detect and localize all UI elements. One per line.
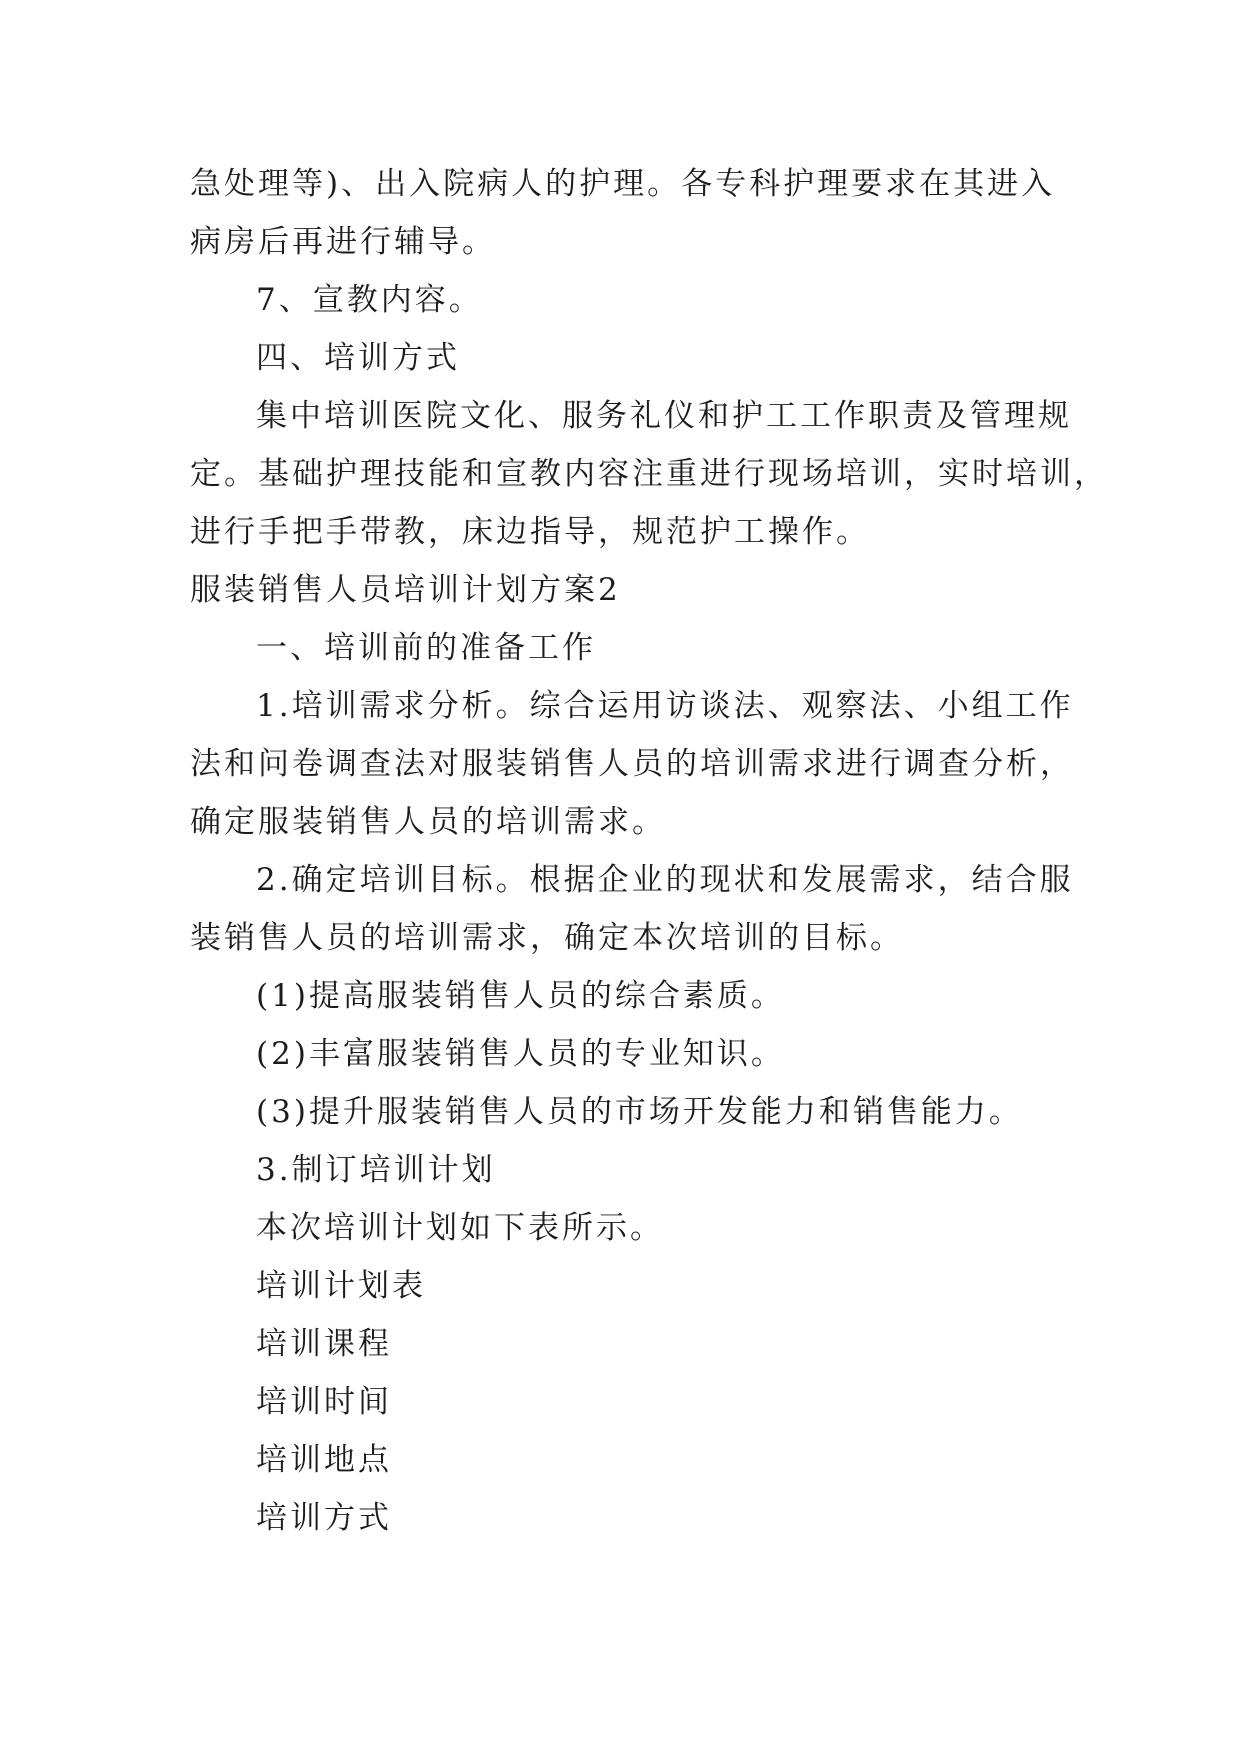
list-item: (3)提升服装销售人员的市场开发能力和销售能力。 xyxy=(256,1094,1023,1130)
text-line: 2.确定培训目标。根据企业的现状和发展需求，结合服 xyxy=(256,862,1074,898)
section-heading: 一、培训前的准备工作 xyxy=(256,630,596,666)
text-line: 定。基础护理技能和宣教内容注重进行现场培训，实时培训， xyxy=(190,456,1108,492)
list-item: (2)丰富服装销售人员的专业知识。 xyxy=(256,1036,785,1072)
text-line: 病房后再进行辅导。 xyxy=(190,224,496,260)
table-field-label: 培训课程 xyxy=(256,1326,392,1362)
table-field-label: 培训方式 xyxy=(256,1500,392,1536)
table-field-label: 培训地点 xyxy=(256,1442,392,1478)
document-body xyxy=(190,155,1108,1547)
text-line: 法和问卷调查法对服装销售人员的培训需求进行调查分析， xyxy=(190,746,1074,782)
text-line: 进行手把手带教，床边指导，规范护工操作。 xyxy=(190,514,870,550)
text-line: 确定服装销售人员的培训需求。 xyxy=(190,804,666,840)
table-caption: 培训计划表 xyxy=(256,1268,426,1304)
text-line: 本次培训计划如下表所示。 xyxy=(256,1210,664,1246)
document-title: 服装销售人员培训计划方案2 xyxy=(190,572,621,608)
text-line: 7、宣教内容。 xyxy=(256,282,483,318)
text-line: 3.制订培训计划 xyxy=(256,1152,496,1188)
list-item: (1)提高服装销售人员的综合素质。 xyxy=(256,978,785,1014)
text-line: 急处理等)、出入院病人的护理。各专科护理要求在其进入 xyxy=(190,166,1056,202)
text-line: 1.培训需求分析。综合运用访谈法、观察法、小组工作 xyxy=(256,688,1074,724)
text-line: 集中培训医院文化、服务礼仪和护工工作职责及管理规 xyxy=(256,398,1072,434)
text-line: 装销售人员的培训需求，确定本次培训的目标。 xyxy=(190,920,904,956)
table-field-label: 培训时间 xyxy=(256,1384,392,1420)
section-heading: 四、培训方式 xyxy=(256,340,460,376)
